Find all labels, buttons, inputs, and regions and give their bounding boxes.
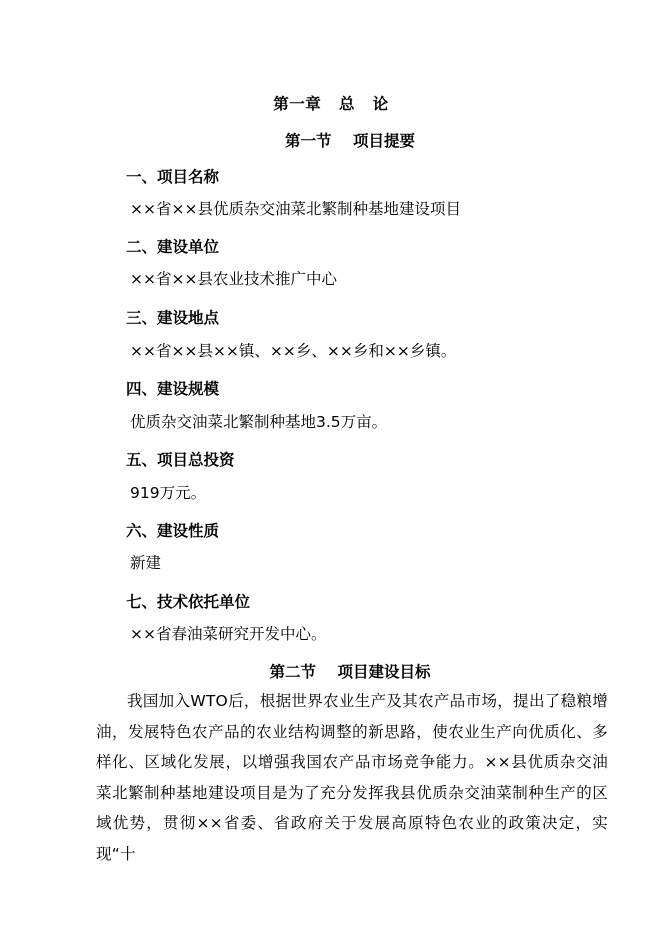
item-heading-tech-support: 七、技术依托单位 <box>126 593 251 611</box>
item-value-scale: 优质杂交油菜北繁制种基地3.5万亩。 <box>130 413 388 431</box>
item-heading-location: 三、建设地点 <box>126 309 220 327</box>
item-heading-investment: 五、项目总投资 <box>126 451 235 469</box>
item-value-location: ××省××县××镇、××乡、××乡和××乡镇。 <box>130 342 457 360</box>
item-heading-scale: 四、建设规模 <box>126 380 220 398</box>
item-value-tech-support: ××省春油菜研究开发中心。 <box>130 625 327 643</box>
section-title-1: 第一节 项目提要 <box>284 132 416 150</box>
item-value-investment: 919万元。 <box>130 484 207 502</box>
item-heading-nature: 六、建设性质 <box>126 522 220 540</box>
section2-paragraph: 我国加入WTO后，根据世界农业生产及其农产品市场，提出了稳粮增油，发展特色农产品的农业结构调整的新思路，使农业生产向优质化、多样化、区域化发展，以增强我国农产品市场竞争能力。××县优质杂交油菜北繁制种基地建设项目是为了充分发挥我县优质杂交油菜制种生产的区域优势，贯彻××省委、省政府关于发展高原特色农业的政策决定，实现“十 <box>96 692 608 863</box>
item-heading-construction-unit: 二、建设单位 <box>126 238 220 256</box>
item-value-construction-unit: ××省××县农业技术推广中心 <box>130 270 337 288</box>
item-heading-project-name: 一、项目名称 <box>126 168 220 186</box>
section-title-2: 第二节 项目建设目标 <box>269 663 431 681</box>
item-value-project-name: ××省××县优质杂交油菜北繁制种基地建设项目 <box>130 200 461 218</box>
chapter-title: 第一章 总 论 <box>273 95 389 113</box>
item-value-nature: 新建 <box>130 554 162 572</box>
